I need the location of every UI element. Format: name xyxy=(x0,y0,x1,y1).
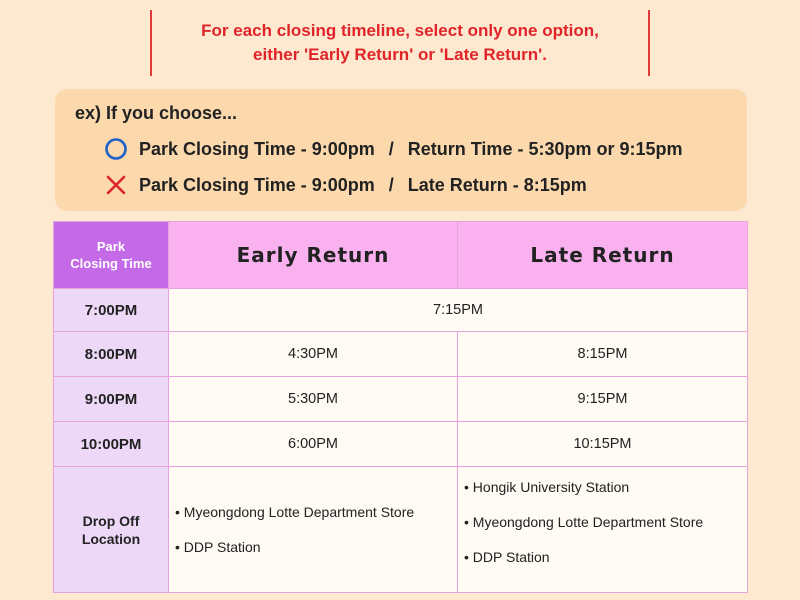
dropoff-label-line-1: Drop Off xyxy=(82,512,140,529)
closing-time-cell: 8:00PM xyxy=(54,332,169,377)
list-item: • Myeongdong Lotte Department Store xyxy=(464,514,704,530)
merged-return-cell: 7:15PM xyxy=(169,289,748,332)
return-schedule-table xyxy=(53,221,748,593)
late-return-cell: 8:15PM xyxy=(458,332,748,377)
notice-line-2: either 'Early Return' or 'Late Return'. xyxy=(253,45,547,64)
example-title: ex) If you choose... xyxy=(75,103,238,123)
header-late-return: Late Return xyxy=(458,222,748,289)
header-park-closing-time xyxy=(54,222,169,289)
correct-separator: / xyxy=(388,138,394,159)
table-row xyxy=(54,422,748,467)
example-box xyxy=(55,89,747,211)
header-label-line-2: Closing Time xyxy=(70,256,152,271)
wrong-return-text: Late Return - 8:15pm xyxy=(407,174,587,195)
late-return-cell: 9:15PM xyxy=(458,377,748,422)
table-row xyxy=(54,289,748,332)
wrong-separator: / xyxy=(388,174,394,195)
dropoff-row xyxy=(54,467,748,593)
table-row xyxy=(54,377,748,422)
wrong-closing-text: Park Closing Time - 9:00pm xyxy=(139,174,375,195)
notice-line-1: For each closing timeline, select only one option, xyxy=(201,21,599,40)
early-return-cell: 6:00PM xyxy=(169,422,458,467)
example-correct-row xyxy=(103,136,683,162)
list-item: • DDP Station xyxy=(175,539,261,555)
early-return-cell: 4:30PM xyxy=(169,332,458,377)
list-item: • Myeongdong Lotte Department Store xyxy=(175,504,415,520)
late-dropoff-list xyxy=(458,467,748,593)
dropoff-label-line-2: Location xyxy=(81,530,141,547)
closing-time-cell: 7:00PM xyxy=(54,289,169,332)
dropoff-label-cell xyxy=(54,467,169,593)
correct-return-text: Return Time - 5:30pm or 9:15pm xyxy=(407,138,683,159)
correct-closing-text: Park Closing Time - 9:00pm xyxy=(139,138,375,159)
closing-time-cell: 10:00PM xyxy=(54,422,169,467)
late-return-cell: 10:15PM xyxy=(458,422,748,467)
list-item: • Hongik University Station xyxy=(464,479,630,495)
closing-time-cell: 9:00PM xyxy=(54,377,169,422)
header-label-line-1: Park xyxy=(96,239,126,254)
header-early-return: Early Return xyxy=(169,222,458,289)
table-row xyxy=(54,332,748,377)
x-icon xyxy=(103,172,129,198)
circle-icon xyxy=(103,136,129,162)
early-return-cell: 5:30PM xyxy=(169,377,458,422)
list-item: • DDP Station xyxy=(464,549,550,565)
early-dropoff-list xyxy=(169,467,458,593)
example-wrong-row xyxy=(103,172,587,198)
selection-notice xyxy=(150,10,650,76)
